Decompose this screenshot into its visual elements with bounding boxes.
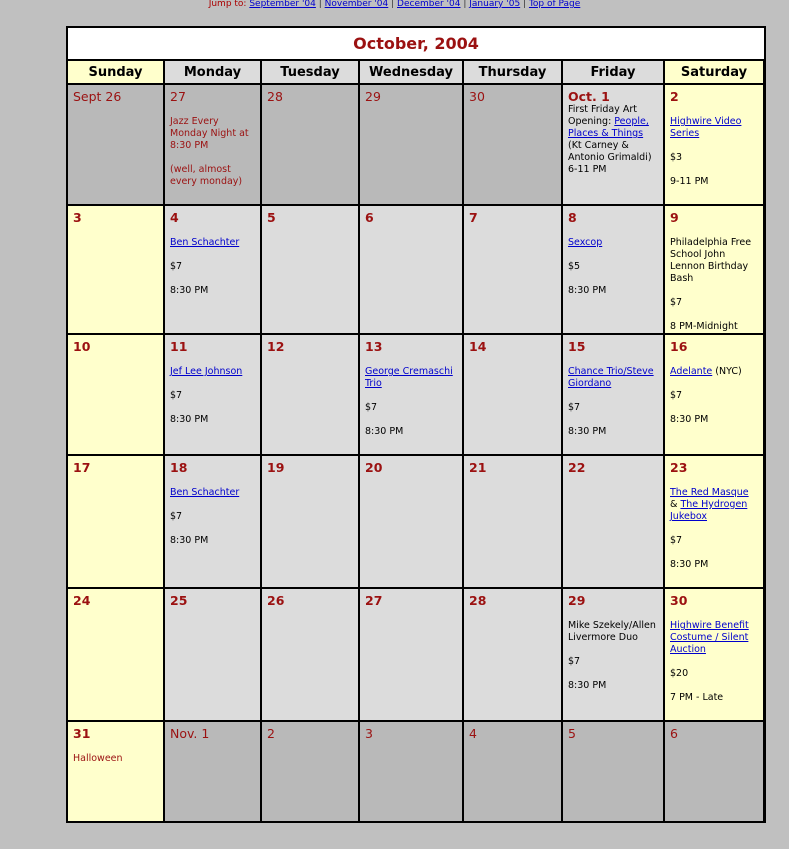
day-number: 2 xyxy=(670,89,679,104)
calendar-day-cell xyxy=(262,456,358,587)
jump-separator: | xyxy=(520,0,529,9)
event-details xyxy=(170,487,255,547)
event-text: $7 xyxy=(568,656,581,667)
jump-link[interactable]: December '04 xyxy=(397,0,461,9)
day-number: 6 xyxy=(365,210,374,225)
event-details xyxy=(670,116,758,188)
event-text: $7 xyxy=(670,390,683,401)
calendar-day-cell xyxy=(464,206,561,333)
jump-link[interactable]: November '04 xyxy=(324,0,389,9)
calendar-day-cell xyxy=(68,589,163,720)
day-number: 4 xyxy=(170,210,179,225)
calendar-day-cell xyxy=(165,456,260,587)
day-number: 27 xyxy=(365,593,383,608)
jump-link[interactable]: Top of Page xyxy=(528,0,581,9)
day-number: 14 xyxy=(469,339,487,354)
event-text: $7 xyxy=(670,297,683,308)
calendar-day-cell xyxy=(262,206,358,333)
day-number: 11 xyxy=(170,339,188,354)
event-text: 8 PM-Midnight xyxy=(670,321,738,332)
calendar-day-cell xyxy=(665,85,763,204)
calendar-day-cell xyxy=(165,206,260,333)
calendar-day-cell xyxy=(665,589,763,720)
day-number: 17 xyxy=(73,460,91,475)
day-number: 31 xyxy=(73,726,91,741)
calendar-day-cell xyxy=(360,722,462,821)
event-text: 8:30 PM xyxy=(170,535,209,546)
calendar-day-cell xyxy=(262,722,358,821)
event-text: 9-11 PM xyxy=(670,176,709,187)
event-text: & xyxy=(670,499,681,510)
day-header-tuesday: Tuesday xyxy=(262,61,358,83)
event-details xyxy=(170,237,255,297)
calendar-day-cell xyxy=(464,722,561,821)
calendar-day-cell xyxy=(68,85,163,204)
event-text: (well, almost every monday) xyxy=(170,164,243,187)
calendar xyxy=(66,26,766,823)
event-text: First Friday Art Opening: xyxy=(568,104,637,127)
calendar-day-cell xyxy=(68,722,163,821)
event-link[interactable]: Ben Schachter xyxy=(170,237,240,248)
calendar-day-cell xyxy=(360,456,462,587)
calendar-day-cell xyxy=(360,589,462,720)
day-number: 2 xyxy=(267,726,275,741)
event-link[interactable]: George Cremaschi Trio xyxy=(365,366,453,389)
day-number: 26 xyxy=(267,593,285,608)
day-number: 30 xyxy=(469,89,485,104)
day-number: Nov. 1 xyxy=(170,726,210,741)
event-text: 8:30 PM xyxy=(170,414,209,425)
event-text: Halloween xyxy=(73,753,123,764)
event-details xyxy=(670,366,758,426)
event-text: $20 xyxy=(670,668,689,679)
event-link[interactable]: Adelante xyxy=(670,366,713,377)
day-number: 24 xyxy=(73,593,91,608)
event-text: Philadelphia Free School John Lennon Birthday Bash xyxy=(670,237,752,284)
day-number: 5 xyxy=(267,210,276,225)
event-link[interactable]: Chance Trio/Steve Giordano xyxy=(568,366,654,389)
event-text: $7 xyxy=(670,535,683,546)
event-link[interactable]: Highwire Benefit Costume / Silent Auction xyxy=(670,620,749,655)
jump-bar xyxy=(0,0,789,12)
day-number: 12 xyxy=(267,339,285,354)
day-number: 3 xyxy=(365,726,373,741)
day-number: 3 xyxy=(73,210,82,225)
day-header-sunday: Sunday xyxy=(68,61,163,83)
calendar-day-cell xyxy=(665,722,763,821)
event-text: 8:30 PM xyxy=(568,285,607,296)
event-link[interactable]: The Hydrogen Jukebox xyxy=(670,499,748,522)
event-text: Jazz Every Monday Night at 8:30 PM xyxy=(170,116,249,151)
day-number: Oct. 1 xyxy=(568,89,610,104)
event-text: $7 xyxy=(365,402,378,413)
day-number: 16 xyxy=(670,339,688,354)
calendar-day-cell xyxy=(262,335,358,454)
jump-link[interactable]: January '05 xyxy=(469,0,521,9)
calendar-day-cell xyxy=(165,589,260,720)
calendar-day-cell xyxy=(165,85,260,204)
event-details xyxy=(568,237,658,297)
event-link[interactable]: Sexcop xyxy=(568,237,603,248)
event-text: $7 xyxy=(170,390,183,401)
day-number: 29 xyxy=(568,593,586,608)
event-details xyxy=(170,366,255,426)
event-text: $7 xyxy=(568,402,581,413)
event-text: $3 xyxy=(670,152,683,163)
event-details xyxy=(670,237,758,333)
calendar-day-cell xyxy=(665,335,763,454)
day-header-friday: Friday xyxy=(563,61,663,83)
calendar-day-cell xyxy=(262,85,358,204)
jump-separator: | xyxy=(460,0,470,9)
day-number: 6 xyxy=(670,726,678,741)
jump-separator: | xyxy=(315,0,325,9)
calendar-day-cell xyxy=(563,722,663,821)
event-details xyxy=(670,487,758,571)
event-details xyxy=(568,366,658,438)
event-text: 8:30 PM xyxy=(670,414,709,425)
calendar-day-cell xyxy=(464,589,561,720)
event-text: 8:30 PM xyxy=(568,426,607,437)
jump-link[interactable]: September '04 xyxy=(249,0,316,9)
calendar-day-cell xyxy=(665,206,763,333)
day-number: 28 xyxy=(469,593,487,608)
day-number: 29 xyxy=(365,89,381,104)
day-number: 20 xyxy=(365,460,383,475)
calendar-day-cell xyxy=(262,589,358,720)
calendar-day-cell xyxy=(563,456,663,587)
event-text: 7 PM - Late xyxy=(670,692,724,703)
event-text: 8:30 PM xyxy=(568,680,607,691)
event-text: (Kt Carney & Antonio Grimaldi) 6-11 PM xyxy=(568,140,652,175)
calendar-day-cell xyxy=(563,206,663,333)
calendar-day-cell xyxy=(360,335,462,454)
day-number: 18 xyxy=(170,460,188,475)
event-text: 8:30 PM xyxy=(170,285,209,296)
event-link[interactable]: People, Places & Things xyxy=(568,116,649,139)
jump-label: Jump to: xyxy=(208,0,247,9)
event-details xyxy=(568,104,658,176)
day-number: 4 xyxy=(469,726,477,741)
calendar-day-cell xyxy=(68,335,163,454)
day-number: 21 xyxy=(469,460,487,475)
event-details xyxy=(170,116,255,188)
event-text: $7 xyxy=(170,261,183,272)
calendar-day-cell xyxy=(665,456,763,587)
day-number: 27 xyxy=(170,89,186,104)
calendar-day-cell xyxy=(165,722,260,821)
day-number: 19 xyxy=(267,460,285,475)
calendar-day-cell xyxy=(464,456,561,587)
event-text: $7 xyxy=(170,511,183,522)
day-number: 8 xyxy=(568,210,577,225)
jump-separator: | xyxy=(388,0,398,9)
day-header-wednesday: Wednesday xyxy=(360,61,462,83)
calendar-day-cell xyxy=(563,85,663,204)
day-number: 23 xyxy=(670,460,688,475)
event-link[interactable]: Ben Schachter xyxy=(170,487,240,498)
day-header-monday: Monday xyxy=(165,61,260,83)
event-link[interactable]: The Red Masque xyxy=(670,487,749,498)
calendar-day-cell xyxy=(68,206,163,333)
calendar-day-cell xyxy=(360,206,462,333)
day-header-saturday: Saturday xyxy=(665,61,763,83)
event-details xyxy=(73,753,158,765)
day-number: 10 xyxy=(73,339,91,354)
day-number: 15 xyxy=(568,339,586,354)
calendar-day-cell xyxy=(464,85,561,204)
event-details xyxy=(568,620,658,692)
day-number: 30 xyxy=(670,593,688,608)
day-number: 13 xyxy=(365,339,383,354)
calendar-title: October, 2004 xyxy=(68,28,764,59)
event-text: 8:30 PM xyxy=(365,426,404,437)
event-text: Mike Szekely/Allen Livermore Duo xyxy=(568,620,656,643)
event-text: $5 xyxy=(568,261,581,272)
event-text: (NYC) xyxy=(712,366,742,377)
calendar-day-cell xyxy=(464,335,561,454)
day-number: 28 xyxy=(267,89,283,104)
event-details xyxy=(365,366,457,438)
event-text: 8:30 PM xyxy=(670,559,709,570)
day-number: 7 xyxy=(469,210,478,225)
day-number: 25 xyxy=(170,593,188,608)
calendar-day-cell xyxy=(360,85,462,204)
day-number: Sept 26 xyxy=(73,89,122,104)
day-number: 22 xyxy=(568,460,586,475)
calendar-day-cell xyxy=(165,335,260,454)
event-link[interactable]: Highwire Video Series xyxy=(670,116,742,139)
event-details xyxy=(670,620,758,704)
calendar-day-cell xyxy=(68,456,163,587)
day-number: 5 xyxy=(568,726,576,741)
event-link[interactable]: Jef Lee Johnson xyxy=(170,366,243,377)
calendar-day-cell xyxy=(563,335,663,454)
calendar-day-cell xyxy=(563,589,663,720)
day-number: 9 xyxy=(670,210,679,225)
day-header-thursday: Thursday xyxy=(464,61,561,83)
